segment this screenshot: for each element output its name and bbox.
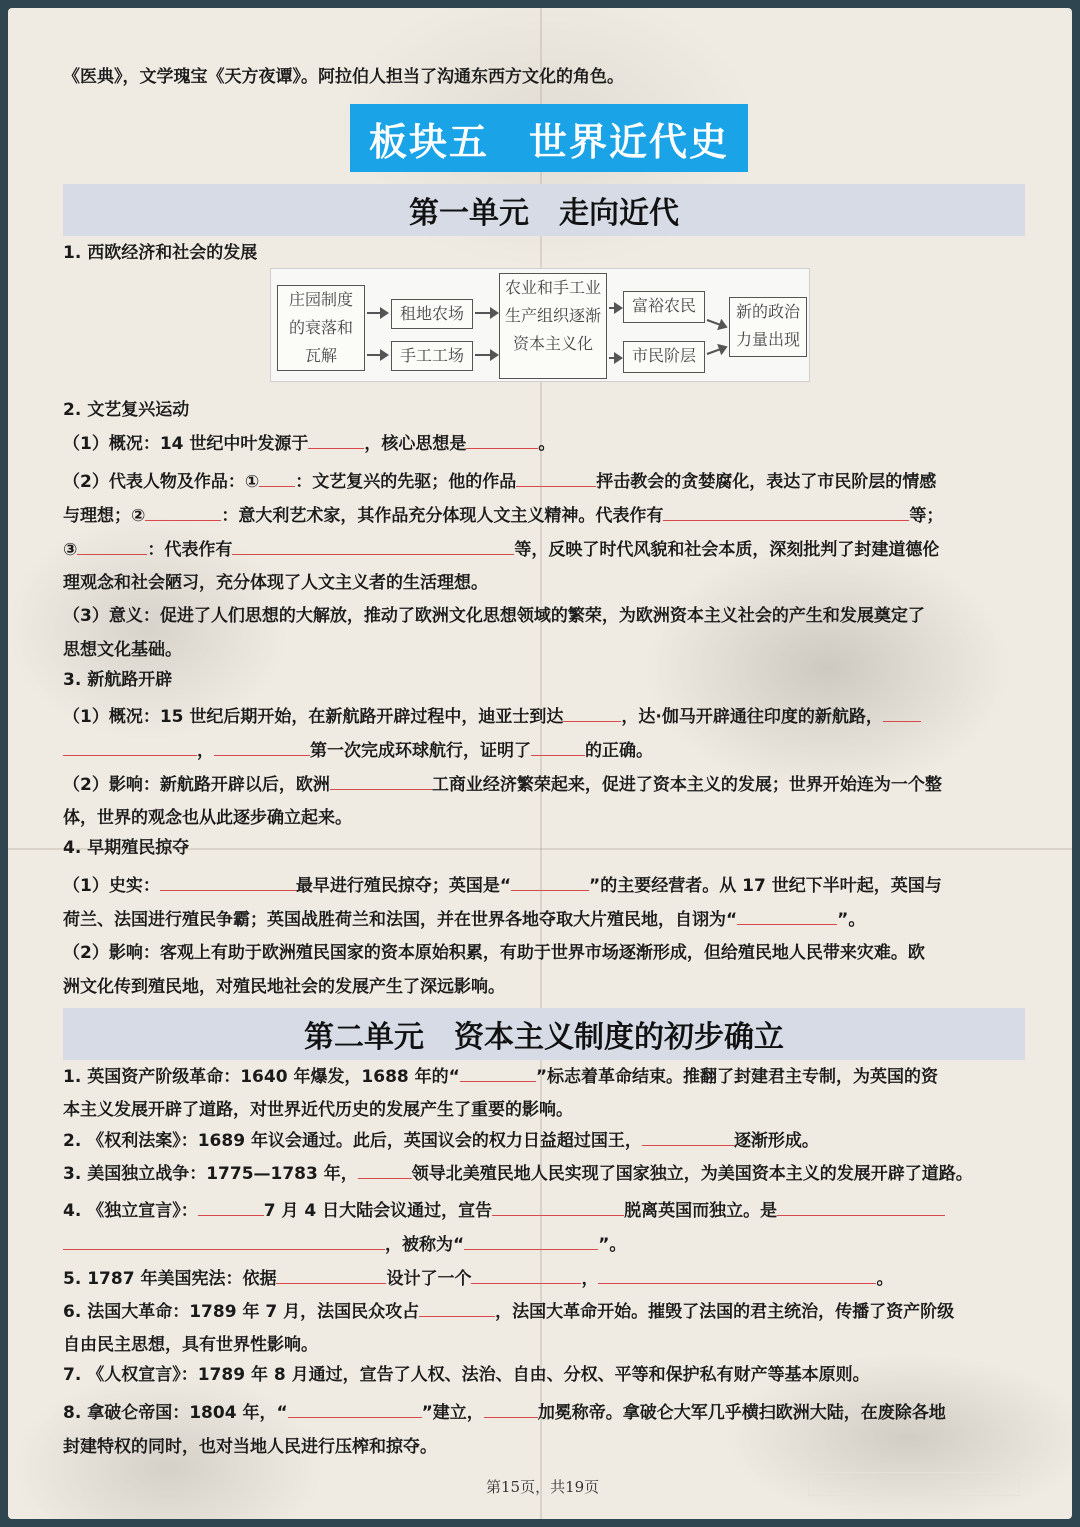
answer-blank[interactable] — [466, 432, 538, 449]
page-number: 第15页，共19页 — [486, 1478, 600, 1496]
unit1-s3-heading: 3. 新航路开辟 — [63, 670, 173, 690]
renaissance-significance-line2: 思想文化基础。 — [63, 640, 182, 660]
answer-blank[interactable] — [663, 504, 909, 521]
unit2-item1-line2: 本主义发展开辟了道路，对世界近代历史的发展产生了重要的影响。 — [63, 1100, 573, 1120]
renaissance-figures-line3: ③ ：代表作有 等，反映了时代风貌和社会本质，深刻批判了封建道德伦 — [63, 540, 940, 560]
answer-blank[interactable] — [232, 538, 514, 555]
diagram-box-manor: 庄园制度的衰落和瓦解 — [277, 285, 365, 371]
answer-blank[interactable] — [642, 1129, 734, 1146]
answer-blank[interactable] — [288, 1401, 422, 1418]
arrow-icon — [707, 319, 726, 328]
answer-blank[interactable] — [276, 1267, 386, 1284]
renaissance-figures-line1: （2）代表人物及作品：① ：文艺复兴的先驱；他的作品 抨击教会的贪婪腐化，表达了市民阶层的情感 — [63, 472, 937, 492]
diagram-box-workshop: 手工工场 — [391, 341, 473, 371]
colonial-facts-line2: 荷兰、法国进行殖民争霸；英国战胜荷兰和法国，并在世界各地夺取大片殖民地，自诩为“ ”。 — [63, 910, 866, 930]
renaissance-overview: （1）概况：14 世纪中叶发源于 ，核心思想是 。 — [63, 434, 556, 454]
unit2-title: 第二单元 资本主义制度的初步确立 — [63, 1008, 1025, 1060]
economy-flow-diagram — [270, 268, 810, 382]
answer-blank[interactable] — [883, 705, 921, 722]
answer-blank[interactable] — [419, 1300, 495, 1317]
diagram-box-capitalization: 农业和手工业生产组织逐渐资本主义化 — [499, 273, 607, 379]
arrow-icon — [475, 312, 497, 314]
renaissance-figures-line2: 与理想；② ：意大利艺术家，其作品充分体现人文主义精神。代表作有 等； — [63, 506, 944, 526]
sea-route-overview-line1: （1）概况：15 世纪后期开始，在新航路开辟过程中，迪亚士到达 ，达·伽马开辟通往印度的新航路， — [63, 705, 1028, 728]
section-banner: 板块五 世界近代史 — [350, 104, 748, 172]
unit1-title: 第一单元 走向近代 — [63, 184, 1025, 236]
unit2-item8-line2: 封建特权的同时，也对当地人民进行压榨和掠夺。 — [63, 1437, 437, 1457]
diagram-box-burghers: 市民阶层 — [623, 341, 705, 373]
sea-route-overview-line2: ， 第一次完成环球航行，证明了 的正确。 — [63, 739, 1028, 762]
answer-blank[interactable] — [198, 1199, 264, 1216]
answer-blank[interactable] — [777, 1199, 945, 1216]
answer-blank[interactable] — [492, 1199, 624, 1216]
arrow-icon — [609, 357, 621, 359]
answer-blank[interactable] — [308, 432, 364, 449]
arrow-icon — [367, 312, 387, 314]
unit2-item6-line1: 6. 法国大革命：1789 年 7 月，法国民众攻占 ，法国大革命开始。摧毁了法国的君主统治，传播了资产阶级 — [63, 1302, 955, 1322]
colonial-facts-line1: （1）史实： 最早进行殖民掠夺；英国是“ ”的主要经营者。从 17 世纪下半叶起，英国与 — [63, 876, 942, 896]
answer-blank[interactable] — [358, 1162, 412, 1179]
answer-blank[interactable] — [63, 1233, 385, 1250]
answer-blank[interactable] — [214, 739, 310, 756]
sea-route-impact-line1: （2）影响：新航路开辟以后，欧洲 工商业经济繁荣起来，促进了资本主义的发展；世界开始连为一个整 — [63, 775, 942, 795]
answer-blank[interactable] — [63, 739, 197, 756]
answer-blank[interactable] — [145, 504, 221, 521]
diagram-box-new-political-force: 新的政治力量出现 — [729, 297, 807, 357]
arrow-icon — [367, 354, 387, 356]
unit2-item4-line1: 4. 《独立宣言》： 7 月 4 日大陆会议通过，宣告 脱离英国而独立。是 — [63, 1199, 1028, 1222]
unit1-s1-heading: 1. 西欧经济和社会的发展 — [63, 243, 258, 263]
answer-blank[interactable] — [160, 874, 296, 891]
colonial-impact-line2: 洲文化传到殖民地，对殖民地社会的发展产生了深远影响。 — [63, 977, 505, 997]
unit2-item3: 3. 美国独立战争：1775—1783 年， 领导北美殖民地人民实现了国家独立，为美国资本主义的发展开辟了道路。 — [63, 1164, 973, 1184]
unit1-s2-heading: 2. 文艺复兴运动 — [63, 400, 190, 420]
intro-line: 《医典》，文学瑰宝《天方夜谭》。阿拉伯人担当了沟通东西方文化的角色。 — [63, 67, 624, 87]
unit1-s4-heading: 4. 早期殖民掠夺 — [63, 838, 190, 858]
colonial-impact-line1: （2）影响：客观上有助于欧洲殖民国家的资本原始积累，有助于世界市场逐渐形成，但给殖民地人民带来灾难。欧 — [63, 943, 925, 963]
answer-blank[interactable] — [471, 1267, 581, 1284]
arrow-icon — [475, 354, 497, 356]
diagram-box-farm: 租地农场 — [391, 299, 473, 329]
answer-blank[interactable] — [598, 1267, 876, 1284]
unit2-item8-line1: 8. 拿破仑帝国：1804 年，“ ”建立， 加冕称帝。拿破仑大军几乎横扫欧洲大陆，在废除各地 — [63, 1403, 946, 1423]
document-page — [8, 8, 1072, 1519]
renaissance-significance-line1: （3）意义：促进了人们思想的大解放，推动了欧洲文化思想领域的繁荣，为欧洲资本主义社会的产生和发展奠定了 — [63, 606, 925, 626]
unit2-item7: 7. 《人权宣言》：1789 年 8 月通过，宣告了人权、法治、自由、分权、平等和保护私有财产等基本原则。 — [63, 1365, 870, 1385]
diagram-box-rich-peasants: 富裕农民 — [623, 291, 705, 323]
unit2-item2: 2. 《权利法案》：1689 年议会通过。此后，英国议会的权力日益超过国王， 逐渐形成。 — [63, 1131, 819, 1151]
sea-route-impact-line2: 体，世界的观念也从此逐步确立起来。 — [63, 808, 352, 828]
unit2-item4-line2: ，被称为“ ”。 — [63, 1233, 1028, 1256]
answer-blank[interactable] — [460, 1065, 536, 1082]
answer-blank[interactable] — [259, 470, 295, 487]
answer-blank[interactable] — [563, 705, 621, 722]
answer-blank[interactable] — [516, 470, 596, 487]
unit2-item6-line2: 自由民主思想，具有世界性影响。 — [63, 1335, 318, 1355]
answer-blank[interactable] — [484, 1401, 538, 1418]
unit2-item1-line1: 1. 英国资产阶级革命：1640 年爆发，1688 年的“ ”标志着革命结束。推翻了封建君主专制，为英国的资 — [63, 1067, 939, 1087]
answer-blank[interactable] — [737, 908, 837, 925]
renaissance-figures-line4: 理观念和社会陋习，充分体现了人文主义者的生活理想。 — [63, 573, 488, 593]
answer-blank[interactable] — [330, 773, 432, 790]
arrow-icon — [609, 307, 621, 309]
unit2-item5: 5. 1787 年美国宪法：依据 设计了一个 ， 。 — [63, 1269, 894, 1289]
footer-box — [808, 1472, 1020, 1496]
arrow-icon — [707, 346, 726, 355]
answer-blank[interactable] — [511, 874, 589, 891]
answer-blank[interactable] — [531, 739, 585, 756]
answer-blank[interactable] — [464, 1233, 598, 1250]
answer-blank[interactable] — [77, 538, 147, 555]
